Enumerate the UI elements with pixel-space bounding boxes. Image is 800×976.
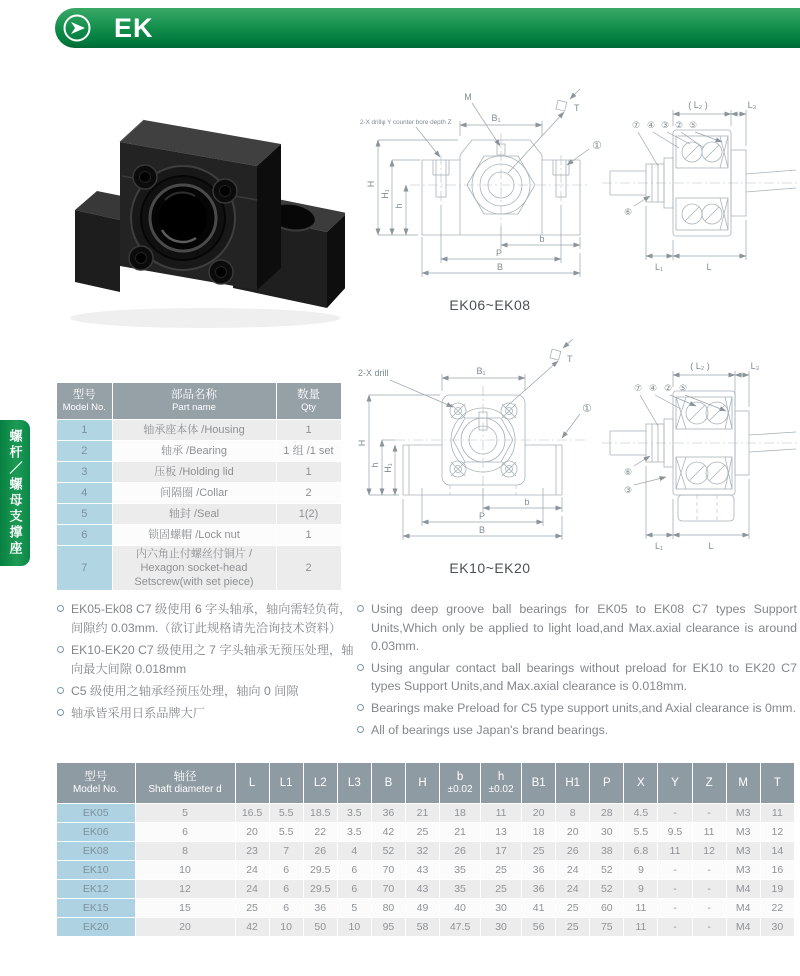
notes-english: [357, 600, 797, 742]
dim-b: b: [524, 497, 530, 507]
spec-value-cell: 25: [556, 917, 590, 936]
spec-value-cell: 13: [481, 822, 522, 841]
parts-qty-cell: 2: [276, 482, 341, 503]
spec-value-cell: 70: [371, 860, 405, 879]
note-item: 轴承皆采用日系品牌大厂: [57, 704, 355, 723]
spec-col-header: h ±0.02: [481, 763, 522, 803]
spec-col-header: L: [235, 763, 269, 803]
parts-model-cell: 7: [57, 545, 112, 590]
spec-value-cell: 95: [371, 917, 405, 936]
parts-table: [57, 383, 342, 591]
parts-row: [57, 440, 341, 461]
parts-model-cell: 4: [57, 482, 112, 503]
parts-qty-cell: 1: [276, 524, 341, 545]
dim-H: H: [357, 439, 367, 447]
spec-value-cell: -: [658, 898, 692, 917]
page-header-bar: [55, 8, 800, 48]
part-2-label: ②: [675, 120, 684, 130]
dim-L1: L₁: [654, 262, 664, 272]
part-4-label: ④: [649, 383, 658, 393]
spec-col-header: H1: [556, 763, 590, 803]
spec-value-cell: 6: [269, 879, 303, 898]
spec-value-cell: M4: [726, 879, 760, 898]
spec-value-cell: 21: [405, 803, 439, 822]
spec-value-cell: 22: [760, 898, 794, 917]
dim-T: T: [567, 354, 573, 364]
spec-model-cell: EK05: [57, 803, 135, 822]
spec-value-cell: 30: [481, 917, 522, 936]
spec-col-header: Z: [692, 763, 726, 803]
diagram-ek06-ek08-side: [600, 78, 800, 313]
part-6-label: ⑥: [624, 467, 633, 477]
spec-value-cell: 20: [235, 822, 269, 841]
note-item: EK10-EK20 C7 级使用之 7 字头轴承无预压处理，轴向最大间隙 0.018mm: [57, 641, 355, 679]
spec-value-cell: 11: [481, 803, 522, 822]
spec-value-cell: 25: [556, 898, 590, 917]
spec-value-cell: 42: [371, 822, 405, 841]
spec-col-header: Y: [658, 763, 692, 803]
spec-value-cell: 6: [135, 822, 235, 841]
spec-value-cell: M3: [726, 860, 760, 879]
spec-value-cell: 43: [405, 860, 439, 879]
spec-value-cell: 36: [303, 898, 337, 917]
spec-col-header: T: [760, 763, 794, 803]
spec-value-cell: 25: [405, 822, 439, 841]
spec-value-cell: 30: [590, 822, 624, 841]
spec-row-EK10: [57, 860, 795, 879]
spec-value-cell: 43: [405, 879, 439, 898]
spec-value-cell: 42: [235, 917, 269, 936]
spec-value-cell: 11: [624, 898, 658, 917]
spec-value-cell: 11: [624, 917, 658, 936]
section-tab: [0, 420, 30, 566]
spec-value-cell: 10: [135, 860, 235, 879]
note-item: All of bearings use Japan's brand bearings.: [357, 721, 797, 740]
spec-value-cell: 12: [135, 879, 235, 898]
parts-name-cell: 锁固螺帽 /Lock nut: [112, 524, 276, 545]
spec-value-cell: M3: [726, 841, 760, 860]
spec-value-cell: 3.5: [337, 822, 371, 841]
spec-value-cell: 41: [522, 898, 556, 917]
spec-table: [57, 763, 795, 937]
spec-value-cell: 11: [658, 841, 692, 860]
part-7-label: ⑦: [634, 383, 643, 393]
parts-header-row: [57, 383, 341, 419]
spec-value-cell: 70: [371, 879, 405, 898]
dim-P: P: [495, 248, 503, 258]
spec-value-cell: 18.5: [303, 803, 337, 822]
spec-model-cell: EK15: [57, 898, 135, 917]
diagram-ek10-ek20-side: [600, 343, 800, 573]
dim-h: h: [394, 203, 404, 209]
parts-col-name: 部品名称 Part name: [112, 383, 276, 419]
spec-value-cell: 47.5: [440, 917, 481, 936]
spec-value-cell: 26: [556, 841, 590, 860]
dim-P: P: [478, 511, 486, 521]
spec-col-header: X: [624, 763, 658, 803]
spec-value-cell: 20: [522, 803, 556, 822]
parts-qty-cell: 1: [276, 419, 341, 440]
parts-name-cell: 轴承座本体 /Housing: [112, 419, 276, 440]
counter-bore-note: 2-X drillφ Y counter bore depth Z: [360, 119, 452, 126]
spec-value-cell: 5: [135, 803, 235, 822]
dim-L3: L₃: [747, 100, 757, 110]
spec-value-cell: 29.5: [303, 879, 337, 898]
parts-row: [57, 482, 341, 503]
parts-name-cell: 轴封 /Seal: [112, 503, 276, 524]
spec-value-cell: 11: [692, 822, 726, 841]
spec-col-header: L2: [303, 763, 337, 803]
note-item: EK05-Ek08 C7 级使用 6 字头轴承，轴向需轻负荷，间隙约 0.03mm.（欲订此规格请先洽询技术资料）: [57, 600, 355, 638]
spec-col-header: L3: [337, 763, 371, 803]
diagram-caption-ek06-ek08: EK06~EK08: [449, 297, 531, 313]
dim-B1: B₁: [476, 366, 486, 376]
product-photo-image: [45, 80, 345, 335]
dim-B: B: [496, 262, 504, 272]
spec-col-header: b ±0.02: [440, 763, 481, 803]
spec-value-cell: 20: [556, 822, 590, 841]
dim-H1: H₁: [380, 189, 390, 199]
spec-value-cell: 6: [269, 898, 303, 917]
spec-value-cell: 24: [556, 860, 590, 879]
parts-name-cell: 压板 /Holding lid: [112, 461, 276, 482]
spec-col-header: H: [405, 763, 439, 803]
spec-value-cell: 30: [760, 917, 794, 936]
spec-value-cell: 8: [135, 841, 235, 860]
spec-col-header: P: [590, 763, 624, 803]
spec-col-header: B1: [522, 763, 556, 803]
spec-col-header: L1: [269, 763, 303, 803]
spec-value-cell: 6: [337, 860, 371, 879]
spec-col-header: 轴径 Shaft diameter d: [135, 763, 235, 803]
spec-value-cell: 25: [235, 898, 269, 917]
dim-L2: ( L₂ ): [690, 361, 710, 371]
spec-row-EK08: [57, 841, 795, 860]
parts-col-qty: 数量 Qty: [276, 383, 341, 419]
part-3-label: ③: [661, 120, 670, 130]
spec-value-cell: 7: [269, 841, 303, 860]
spec-value-cell: 22: [303, 822, 337, 841]
spec-row-EK05: [57, 803, 795, 822]
dim-B1: B₁: [491, 113, 501, 123]
spec-value-cell: 40: [440, 898, 481, 917]
note-item: Bearings make Preload for C5 type support units,and Axial clearance is 0mm.: [357, 699, 797, 718]
spec-value-cell: M4: [726, 917, 760, 936]
parts-qty-cell: 1: [276, 461, 341, 482]
note-item: C5 级使用之轴承经预压处理，轴向 0 间隙: [57, 682, 355, 701]
spec-value-cell: -: [692, 860, 726, 879]
page-title: EK: [114, 12, 154, 43]
spec-value-cell: 25: [481, 879, 522, 898]
parts-row: [57, 545, 341, 590]
spec-value-cell: 21: [440, 822, 481, 841]
spec-model-cell: EK06: [57, 822, 135, 841]
drill-note: 2-X drill: [358, 368, 389, 378]
parts-row: [57, 503, 341, 524]
parts-name-cell: 轴承 /Bearing: [112, 440, 276, 461]
spec-value-cell: 11: [760, 803, 794, 822]
spec-value-cell: 36: [522, 860, 556, 879]
spec-value-cell: 30: [481, 898, 522, 917]
spec-value-cell: 52: [590, 860, 624, 879]
spec-value-cell: 25: [522, 841, 556, 860]
spec-model-cell: EK08: [57, 841, 135, 860]
spec-value-cell: 26: [303, 841, 337, 860]
ref-1-label: ①: [592, 140, 602, 152]
spec-value-cell: 52: [371, 841, 405, 860]
section-tab-label: 螺杆／螺母支撑座: [7, 429, 23, 557]
spec-value-cell: 28: [590, 803, 624, 822]
dim-H1: H₁: [383, 463, 393, 473]
spec-header-row: [57, 763, 795, 803]
part-5-label: ⑤: [689, 120, 698, 130]
arrow-circle-icon: [62, 13, 92, 43]
spec-value-cell: 5.5: [624, 822, 658, 841]
spec-value-cell: 75: [590, 917, 624, 936]
spec-value-cell: 35: [440, 879, 481, 898]
spec-row-EK12: [57, 879, 795, 898]
parts-model-cell: 3: [57, 461, 112, 482]
spec-value-cell: 15: [135, 898, 235, 917]
spec-value-cell: 4: [337, 841, 371, 860]
part-7-label: ⑦: [632, 120, 641, 130]
spec-value-cell: 9: [624, 879, 658, 898]
spec-value-cell: 4.5: [624, 803, 658, 822]
notes-chinese: [57, 600, 355, 725]
parts-row: [57, 461, 341, 482]
ref-1-label: ①: [582, 403, 592, 415]
parts-qty-cell: 2: [276, 545, 341, 590]
spec-value-cell: 50: [303, 917, 337, 936]
spec-value-cell: 9: [624, 860, 658, 879]
spec-value-cell: 9.5: [658, 822, 692, 841]
parts-model-cell: 6: [57, 524, 112, 545]
spec-model-cell: EK12: [57, 879, 135, 898]
spec-value-cell: 60: [590, 898, 624, 917]
spec-value-cell: 58: [405, 917, 439, 936]
spec-model-cell: EK10: [57, 860, 135, 879]
spec-value-cell: 36: [522, 879, 556, 898]
spec-value-cell: 35: [440, 860, 481, 879]
spec-value-cell: 24: [235, 879, 269, 898]
dim-b: b: [539, 234, 545, 244]
spec-col-header: M: [726, 763, 760, 803]
spec-value-cell: -: [658, 917, 692, 936]
spec-value-cell: 10: [337, 917, 371, 936]
dim-M: M: [464, 92, 472, 102]
spec-value-cell: -: [692, 879, 726, 898]
part-4-label: ④: [647, 120, 656, 130]
spec-value-cell: 23: [235, 841, 269, 860]
spec-value-cell: 12: [692, 841, 726, 860]
spec-value-cell: M4: [726, 898, 760, 917]
part-6-label: ⑥: [624, 207, 633, 217]
spec-value-cell: 29.5: [303, 860, 337, 879]
spec-value-cell: 19: [760, 879, 794, 898]
diagram-ek10-ek20-front: [355, 338, 610, 563]
spec-value-cell: 18: [522, 822, 556, 841]
spec-value-cell: 8: [556, 803, 590, 822]
spec-row-EK06: [57, 822, 795, 841]
spec-row-EK20: [57, 917, 795, 936]
spec-value-cell: 26: [440, 841, 481, 860]
spec-model-cell: EK20: [57, 917, 135, 936]
dim-T: T: [574, 103, 580, 113]
parts-qty-cell: 1(2): [276, 503, 341, 524]
parts-row: [57, 524, 341, 545]
spec-value-cell: 38: [590, 841, 624, 860]
spec-value-cell: 20: [135, 917, 235, 936]
spec-value-cell: 6: [269, 860, 303, 879]
spec-value-cell: 5.5: [269, 822, 303, 841]
spec-value-cell: 52: [590, 879, 624, 898]
parts-col-model: 型号 Model No.: [57, 383, 112, 419]
product-photo: [45, 80, 345, 340]
parts-model-cell: 5: [57, 503, 112, 524]
spec-value-cell: 10: [269, 917, 303, 936]
spec-value-cell: 36: [371, 803, 405, 822]
parts-model-cell: 1: [57, 419, 112, 440]
spec-value-cell: -: [658, 860, 692, 879]
spec-value-cell: 24: [556, 879, 590, 898]
dim-L1: L₁: [654, 541, 664, 551]
spec-value-cell: 80: [371, 898, 405, 917]
spec-value-cell: M3: [726, 803, 760, 822]
parts-name-cell: 间隔圈 /Collar: [112, 482, 276, 503]
spec-value-cell: -: [658, 879, 692, 898]
spec-row-EK15: [57, 898, 795, 917]
spec-value-cell: 14: [760, 841, 794, 860]
spec-value-cell: 5: [337, 898, 371, 917]
note-item: Using angular contact ball bearings without preload for EK10 to EK20 C7 types Support Units,and Max.axial clearance is 0.018mm.: [357, 659, 797, 696]
spec-value-cell: 32: [405, 841, 439, 860]
spec-value-cell: 12: [760, 822, 794, 841]
part-5-label: ⑤: [679, 383, 688, 393]
spec-value-cell: 16.5: [235, 803, 269, 822]
parts-qty-cell: 1 组 /1 set: [276, 440, 341, 461]
spec-value-cell: 5.5: [269, 803, 303, 822]
dim-L3: L₃: [750, 361, 760, 371]
note-item: Using deep groove ball bearings for EK05 to EK08 C7 types Support Units,Which only be applied to light load,and Max.axial clearance is around 0.03mm.: [357, 600, 797, 656]
dim-h: h: [370, 462, 380, 468]
spec-value-cell: 49: [405, 898, 439, 917]
parts-name-cell: 内六角止付螺丝付铜片 / Hexagon socket-head Setscrew(with set piece): [112, 545, 276, 590]
spec-value-cell: 6: [337, 879, 371, 898]
spec-col-header: B: [371, 763, 405, 803]
dim-L: L: [708, 541, 714, 551]
spec-value-cell: 18: [440, 803, 481, 822]
spec-value-cell: 56: [522, 917, 556, 936]
spec-value-cell: 24: [235, 860, 269, 879]
spec-value-cell: 17: [481, 841, 522, 860]
dim-B: B: [478, 525, 486, 535]
spec-value-cell: 6.8: [624, 841, 658, 860]
dim-L2: ( L₂ ): [688, 100, 708, 110]
parts-row: [57, 419, 341, 440]
diagram-caption-ek10-ek20: EK10~EK20: [449, 560, 531, 576]
parts-model-cell: 2: [57, 440, 112, 461]
spec-value-cell: -: [692, 917, 726, 936]
spec-value-cell: 16: [760, 860, 794, 879]
spec-value-cell: 3.5: [337, 803, 371, 822]
dim-H: H: [366, 180, 376, 188]
spec-value-cell: M3: [726, 822, 760, 841]
spec-value-cell: 25: [481, 860, 522, 879]
spec-value-cell: -: [692, 803, 726, 822]
part-2-label: ②: [664, 383, 673, 393]
spec-value-cell: -: [658, 803, 692, 822]
spec-col-header: 型号 Model No.: [57, 763, 135, 803]
part-3-label: ③: [624, 485, 633, 495]
dim-L: L: [706, 262, 712, 272]
spec-value-cell: -: [692, 898, 726, 917]
